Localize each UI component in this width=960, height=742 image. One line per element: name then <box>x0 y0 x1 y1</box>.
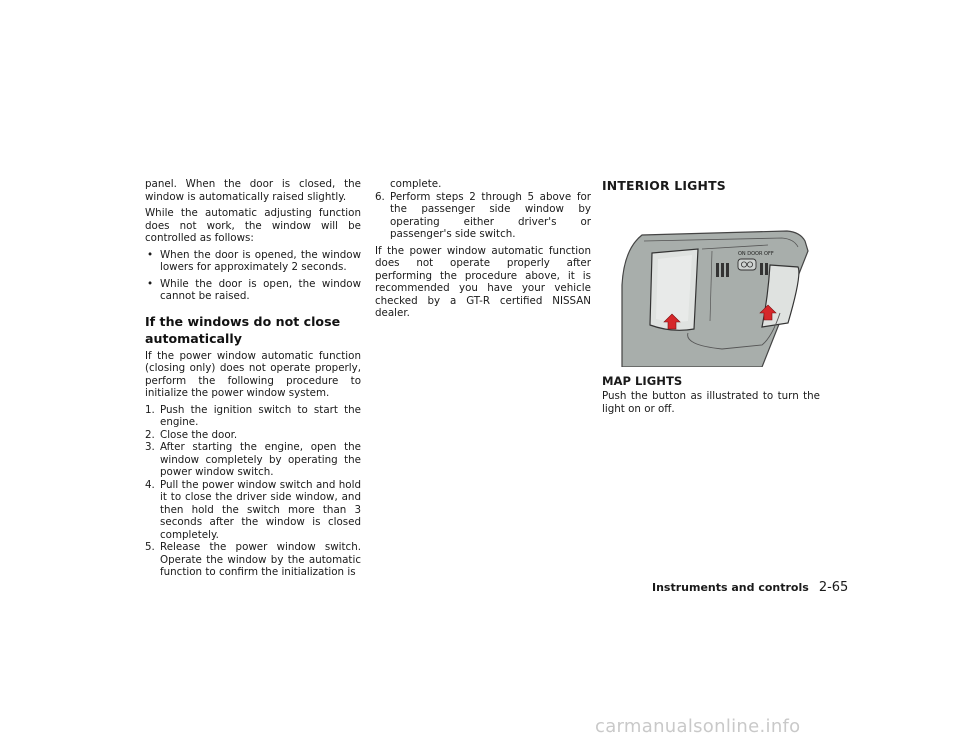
bullet-marker: • <box>147 277 154 290</box>
paragraph: While the automatic adjusting function does not work, the window will be controlled as follows: <box>145 207 361 244</box>
map-lights-illustration <box>602 205 816 367</box>
list-item: 1. Push the ignition switch to start the engine. <box>145 403 361 428</box>
bullet-marker: • <box>147 248 154 261</box>
bullet-list <box>145 249 361 303</box>
page-footer <box>652 580 848 595</box>
section-title: INTERIOR LIGHTS <box>602 178 726 193</box>
footer-section-name: Instruments and controls <box>652 581 809 594</box>
switch-label: ON DOOR OFF <box>738 250 774 257</box>
paragraph: If the power window automatic function (closing only) does not operate properly, perform the following procedure to initialize the power window system. <box>145 349 361 399</box>
list-item: 3. After starting the engine, open the window completely by operating the power window switch. <box>145 441 361 478</box>
list-item: 2. Close the door. <box>145 428 238 441</box>
step-list <box>145 404 361 579</box>
column-left <box>145 178 361 583</box>
page-number: 2-65 <box>818 580 849 595</box>
list-item: • While the door is open, the window cannot be raised. <box>147 277 361 302</box>
paragraph: Push the button as illustrated to turn the light on or off. <box>602 390 820 415</box>
list-item: 4. Pull the power window switch and hold it to close the driver side window, and then hold the switch more than 3 seconds after the window is closed completely. <box>145 478 361 541</box>
step-continuation: complete. <box>390 178 442 190</box>
subsection-heading: If the windows do not close automatically <box>145 313 341 346</box>
column-middle <box>375 178 591 324</box>
subsection-heading: MAP LIGHTS <box>602 373 683 388</box>
column-right <box>602 180 820 419</box>
step-list <box>375 191 591 241</box>
list-item: • When the door is opened, the window lowers for approximately 2 seconds. <box>147 248 361 273</box>
list-item: 6. Perform steps 2 through 5 above for the passenger side window by operating either driver's or passenger's side switch. <box>375 190 591 240</box>
paragraph: If the power window automatic function does not operate properly after performing the procedure above, it is recommended you have your vehicle checked by a GT-R certified NISSAN dealer. <box>375 244 591 319</box>
paragraph: panel. When the door is closed, the window is automatically raised slightly. <box>145 178 361 203</box>
list-item: 5. Release the power window switch. Operate the window by the automatic function to confirm the initialization is <box>145 541 361 578</box>
watermark: carmanualsonline.info <box>595 716 801 737</box>
